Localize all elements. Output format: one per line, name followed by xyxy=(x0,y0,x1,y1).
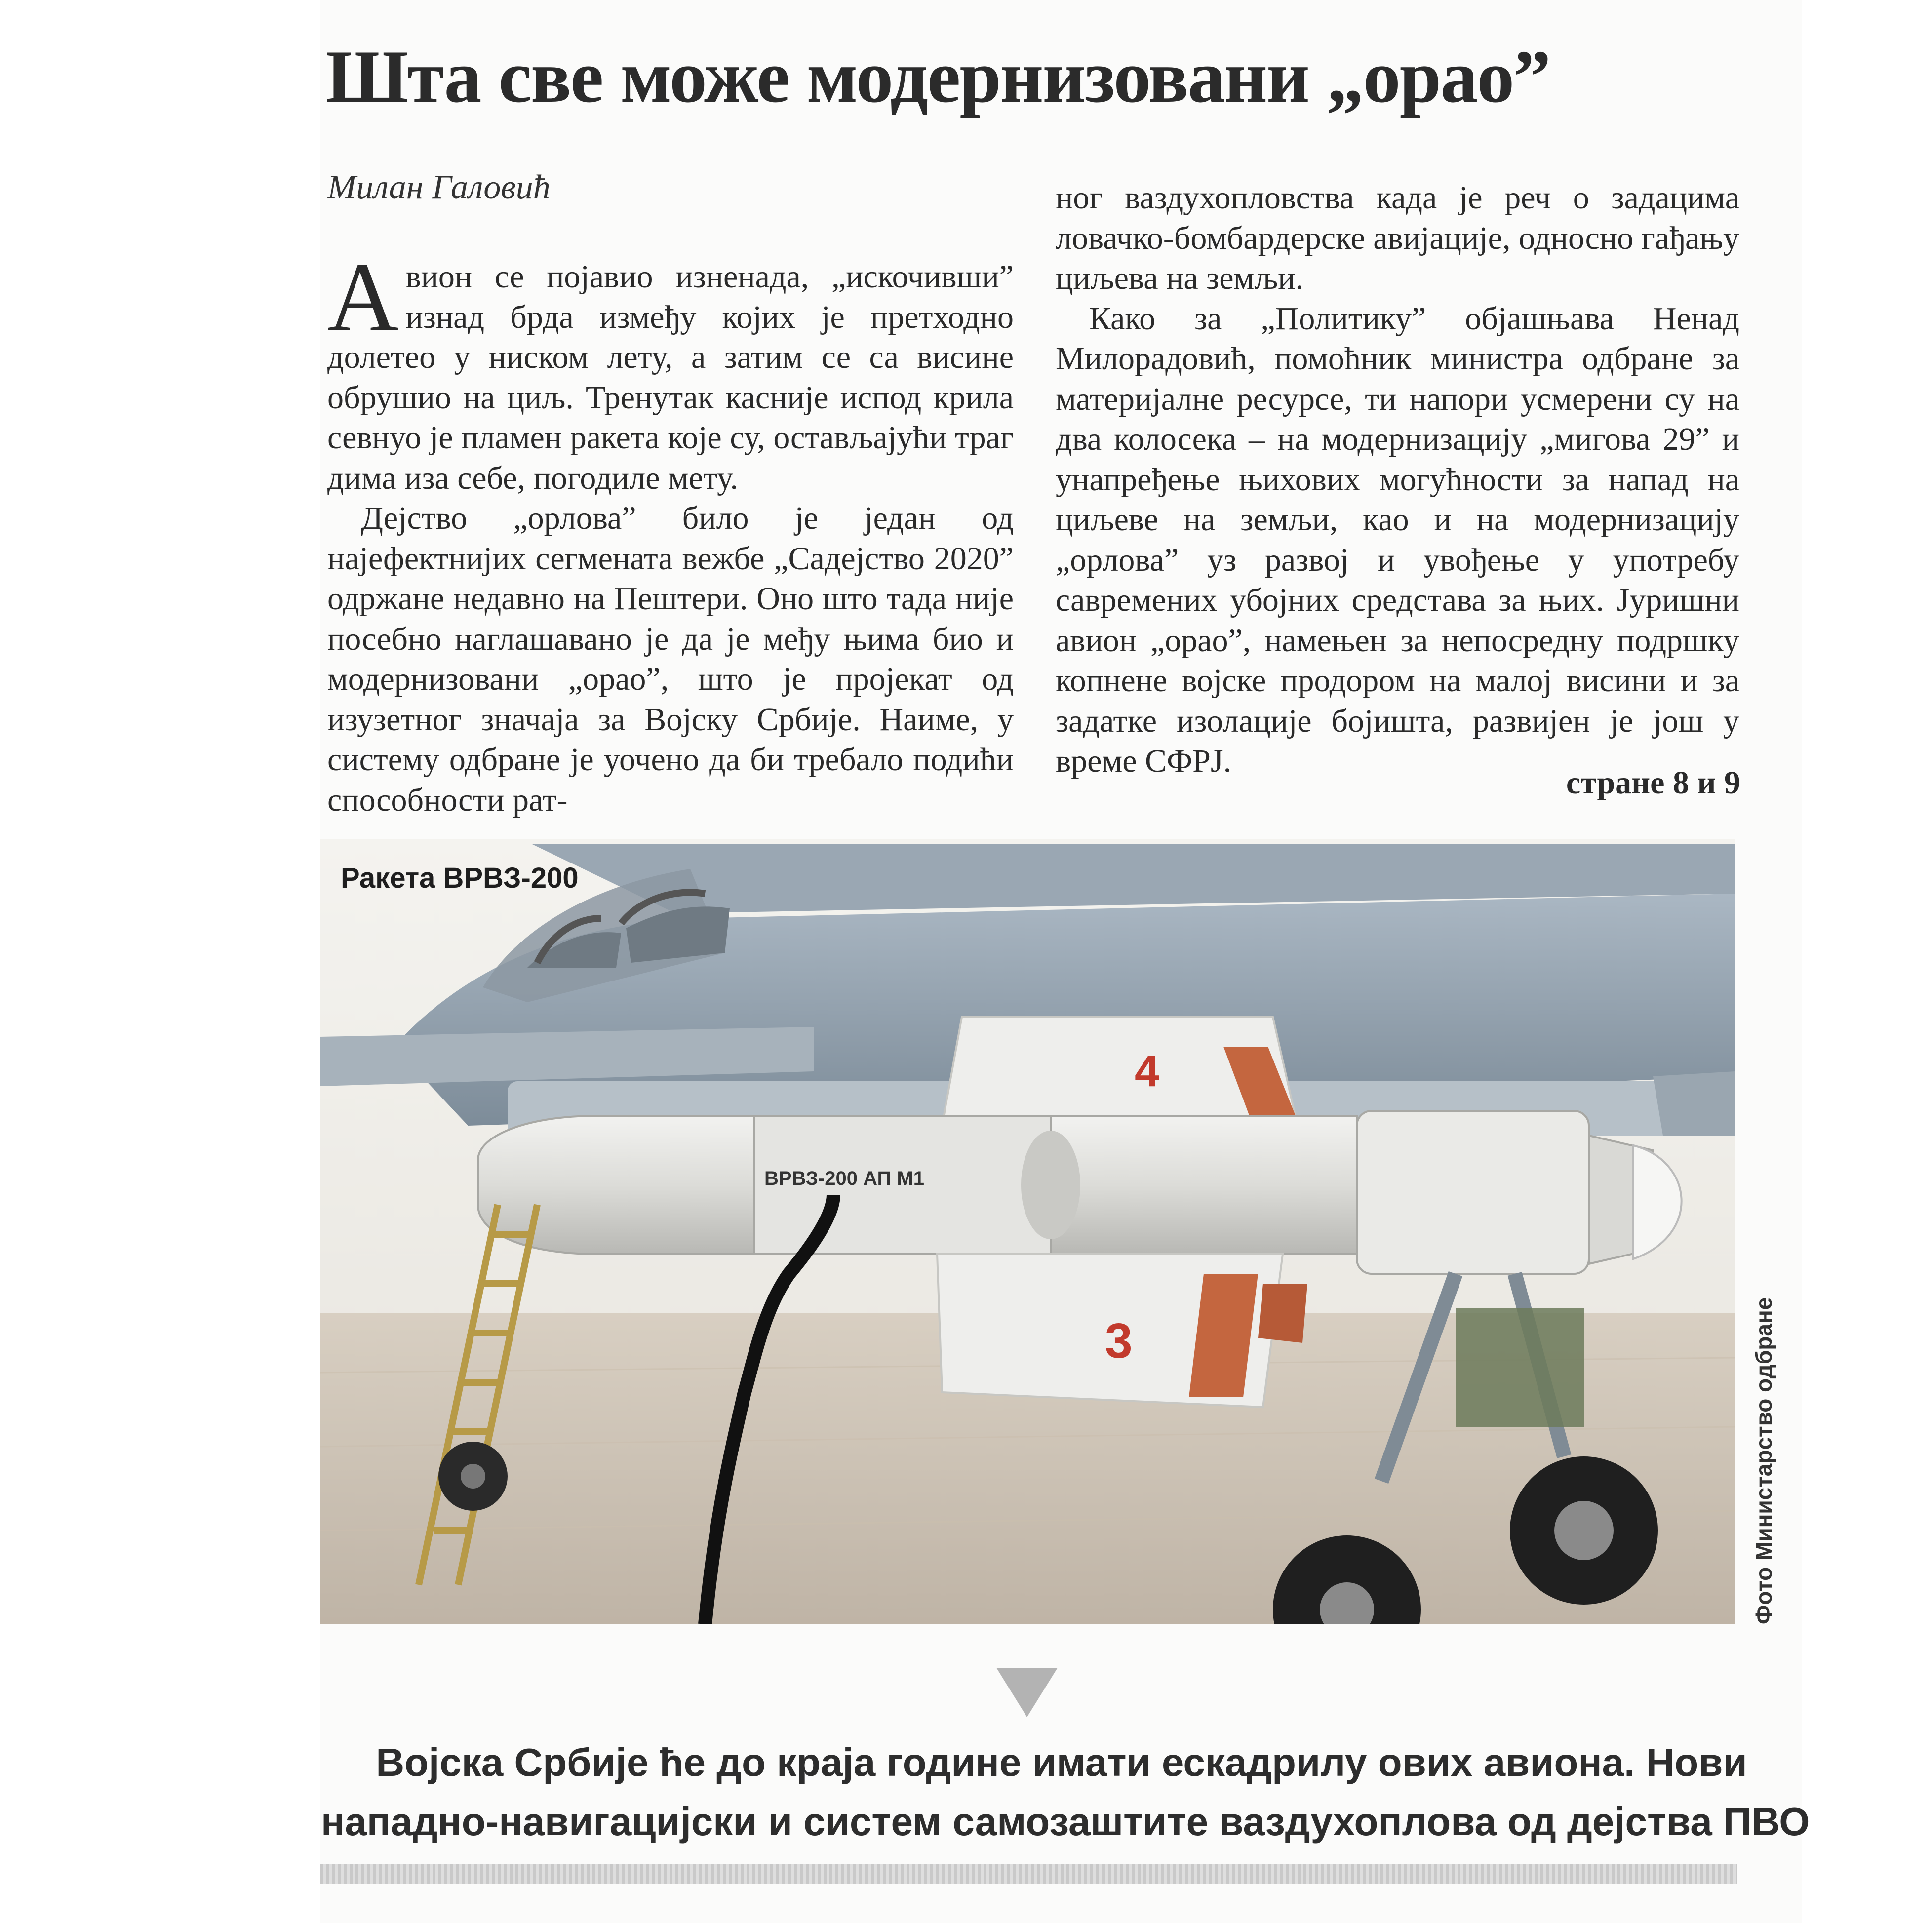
paragraph-4: Како за „Политику” објашњава Ненад Милорадовић, помоћник министра одбране за материјалне ресурсе, ти напори усмерени су на два колосека – на модернизацију „мигова 29” и унапређење њихових могућности за напад на циљеве на земљи, као и на модернизацију „орлова” уз развој и увођење у употребу савремених убојних средстава за њих. Јуришни авион „орао”, намењен за непосредну подршку копнене војске продором на малој висини и за задатке изолације бојишта, развијен је још у време СФРЈ. xyxy=(1056,300,1739,779)
paragraph-1 xyxy=(327,243,1014,498)
article-deck xyxy=(321,1733,1810,1851)
paragraph-3: ног ваздухопловства када је реч о задацима ловачко-бомбардерске авијације, односно гађању циљева на земљи. xyxy=(1056,180,1739,296)
svg-text:4: 4 xyxy=(1135,1047,1160,1096)
deck-line-2: нападно-навигацијски и систем самозаштите ваздухоплова од дејства ПВО xyxy=(321,1800,1810,1844)
article-headline: Шта све може модернизовани „орао” xyxy=(326,35,1550,118)
deck-line-1: Војска Србије ће до краја године имати ескадрилу ових авиона. Нови xyxy=(376,1740,1747,1784)
paragraph-2: Дејство „орлова” било је један од најефектнијих сегмената вежбе „Садејство 2020” одржане недавно на Пештери. Оно што тада није посебно наглашавано је да је међу њима био и модернизовани „орао”, што је пројекат од изузетног значаја за Војску Србије. Наиме, у систему одбране је уочено да би требало подићи способности рат- xyxy=(327,500,1014,818)
aircraft-illustration xyxy=(320,839,1735,1624)
arrow-down-icon xyxy=(996,1668,1058,1717)
article-column-right xyxy=(1056,178,1739,782)
missile-marking xyxy=(764,1168,924,1189)
fin-upper-number xyxy=(1135,1047,1159,1096)
photo-credit: Фото Министарство одбране xyxy=(1751,1297,1776,1624)
aircraft-photo xyxy=(320,839,1735,1624)
article-column-left xyxy=(327,243,1014,820)
article-byline: Милан Галовић xyxy=(327,168,551,206)
bottom-divider xyxy=(320,1864,1737,1884)
fin-lower-number xyxy=(1105,1313,1133,1369)
paragraph-1-text: вион се појавио изненада, „искочивши” изнад брда између којих је претходно долетео у ниском лету, а затим се са висине обрушио на циљ. Тренутак касније испод крила севнуо је пламен ракета које су, остављајући траг дима иза себе, погодиле мету. xyxy=(327,259,1014,496)
drop-cap: А xyxy=(327,243,399,352)
photo-caption: Ракета ВРВЗ-200 xyxy=(341,862,579,894)
svg-text:3: 3 xyxy=(1105,1313,1133,1369)
svg-text:ВРВЗ-200 АП М1: ВРВЗ-200 АП М1 xyxy=(764,1168,924,1189)
continued-pages-reference: стране 8 и 9 xyxy=(1566,765,1740,801)
